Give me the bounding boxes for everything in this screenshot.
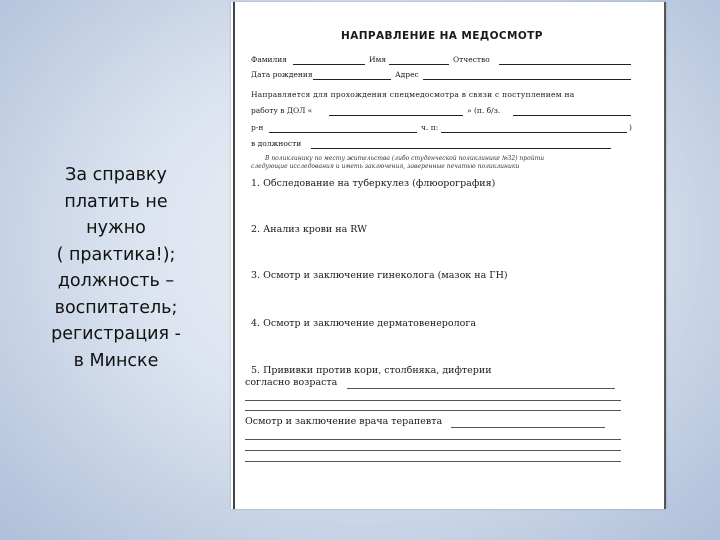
item-dermatologist: 4. Осмотр и заключение дерматовенеролога	[251, 318, 477, 329]
camp-name-blank[interactable]	[329, 115, 463, 116]
surname-label: Фамилия	[251, 55, 288, 64]
vaccination-blank-1[interactable]	[347, 388, 615, 389]
purpose-line-3a: р-н	[251, 123, 264, 132]
birthdate-label: Дата рождения	[251, 70, 313, 79]
therapist-line-1[interactable]	[245, 439, 621, 440]
item-gynecologist: 3. Осмотр и заключение гинеколога (мазок на ГН)	[251, 270, 508, 281]
fine-print-1: В поликлинику по месту жительства (либо студенческой поликлинике №32) пройти	[265, 155, 545, 162]
patronymic-label: Отчество	[453, 55, 490, 64]
item-tuberculosis: 1. Обследование на туберкулез (флюорография)	[251, 178, 496, 189]
purpose-line-3b: ч. п:	[421, 123, 439, 132]
address-label: Адрес	[395, 70, 419, 79]
purpose-line-1: Направляется для прохождения спецмедосмотра в связи с поступлением на	[251, 90, 575, 99]
camp-details-blank[interactable]	[513, 115, 631, 116]
item-vaccinations: 5. Прививки против кори, столбняка, дифтерии	[251, 365, 492, 376]
surname-blank[interactable]	[293, 64, 365, 65]
form-title: НАПРАВЛЕНИЕ НА МЕДОСМОТР	[341, 30, 543, 42]
purpose-line-2b: » (п. б/з.	[467, 106, 501, 115]
purpose-line-3c: )	[629, 123, 632, 132]
page-edge-right	[664, 2, 666, 509]
purpose-line-2a: работу в ДОЛ «	[251, 106, 313, 115]
location-blank[interactable]	[441, 132, 627, 133]
district-blank[interactable]	[269, 132, 417, 133]
fine-print-2: следующие исследования и иметь заключения, заверенные печатью поликлиники	[251, 163, 520, 170]
therapist-label: Осмотр и заключение врача терапевта	[245, 416, 443, 427]
address-blank[interactable]	[423, 79, 631, 80]
item-vaccinations-cont: согласно возраста	[245, 377, 338, 388]
vaccination-blank-3[interactable]	[245, 410, 621, 411]
patronymic-blank[interactable]	[499, 64, 631, 65]
vaccination-blank-2[interactable]	[245, 400, 621, 401]
birthdate-blank[interactable]	[313, 79, 391, 80]
side-note: За справку платить не нужно ( практика!); должность – воспитатель; регистрация - в Минске	[51, 165, 181, 371]
item-blood-test: 2. Анализ крови на RW	[251, 224, 368, 235]
position-label: в должности	[251, 139, 302, 148]
position-blank[interactable]	[311, 148, 611, 149]
name-blank[interactable]	[389, 64, 449, 65]
therapist-line-3[interactable]	[245, 461, 621, 462]
therapist-line-2[interactable]	[245, 450, 621, 451]
page-edge-left	[233, 2, 235, 509]
therapist-blank[interactable]	[451, 427, 605, 428]
referral-form-page	[231, 2, 666, 509]
name-label: Имя	[369, 55, 387, 64]
